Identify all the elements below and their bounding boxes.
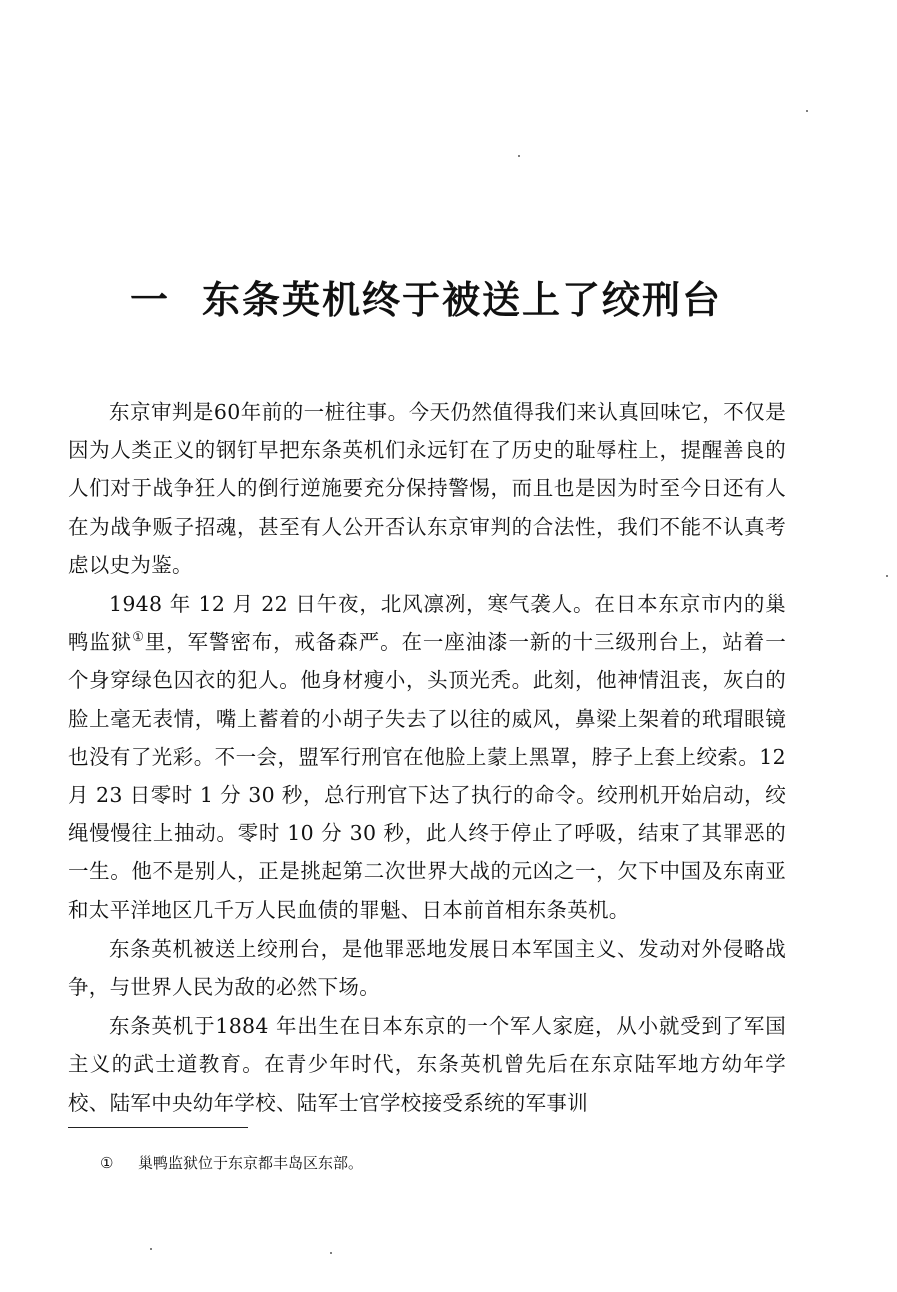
scan-speck	[330, 1252, 332, 1254]
paragraph	[68, 585, 786, 929]
paragraph-text: 1948 年 12 月 22 日午夜，北风凛冽，寒气袭人。在日本东京市内的巢鸭监狱	[68, 592, 786, 655]
scan-speck	[518, 155, 520, 157]
footnote-text: 巢鸭监狱位于东京都丰岛区东部。	[138, 1154, 364, 1172]
footnote-divider	[68, 1127, 248, 1128]
paragraph: 东条英机被送上绞刑台，是他罪恶地发展日本军国主义、发动对外侵略战争，与世界人民为敌的必然下场。	[68, 936, 786, 1000]
footnote-reference: ①	[132, 630, 145, 646]
scan-speck	[150, 1248, 152, 1250]
footnote-number: ①	[100, 1154, 114, 1172]
footnote	[100, 1152, 363, 1174]
scan-speck	[886, 575, 888, 577]
chapter-number: 一	[130, 277, 171, 323]
chapter-title-text: 东条英机终于被送上了绞刑台	[202, 277, 723, 323]
paragraph-text: 里，军警密布，戒备森严。在一座油漆一新的十三级刑台上，站着一个身穿绿色囚衣的犯人。他身材瘦小，头顶光秃。此刻，他神情沮丧，灰白的脸上毫无表情，嘴上蓄着的小胡子失去了以往的威风，鼻梁上架着的玳瑁眼镜也没有了光彩。不一会，盟军行刑官在他脸上蒙上黑罩，脖子上套上绞索。12 月 23 日零时 1 分 30 秒，总行刑官下达了执行的命令。绞刑机开始启动，绞绳慢慢往上抽动。零时 10 分 30 秒，此人终于停止了呼吸，结束了其罪恶的一生。他不是别人，正是挑起第二次世界大战的元凶之一，欠下中国及东南亚和太平洋地区几千万人民血债的罪魁、日本前首相东条英机。	[68, 630, 786, 922]
chapter-title	[130, 277, 770, 323]
scan-speck	[806, 110, 808, 112]
body-text	[68, 393, 786, 1122]
paragraph: 东京审判是60年前的一桩往事。今天仍然值得我们来认真回味它，不仅是因为人类正义的钢钉早把东条英机们永远钉在了历史的耻辱柱上，提醒善良的人们对于战争狂人的倒行逆施要充分保持警惕，而且也是因为时至今日还有人在为战争贩子招魂，甚至有人公开否认东京审判的合法性，我们不能不认真考虑以史为鉴。	[68, 400, 786, 577]
paragraph: 东条英机于1884 年出生在日本东京的一个军人家庭，从小就受到了军国主义的武士道教育。在青少年时代，东条英机曾先后在东京陆军地方幼年学校、陆军中央幼年学校、陆军士官学校接受系统的军事训	[68, 1014, 786, 1115]
